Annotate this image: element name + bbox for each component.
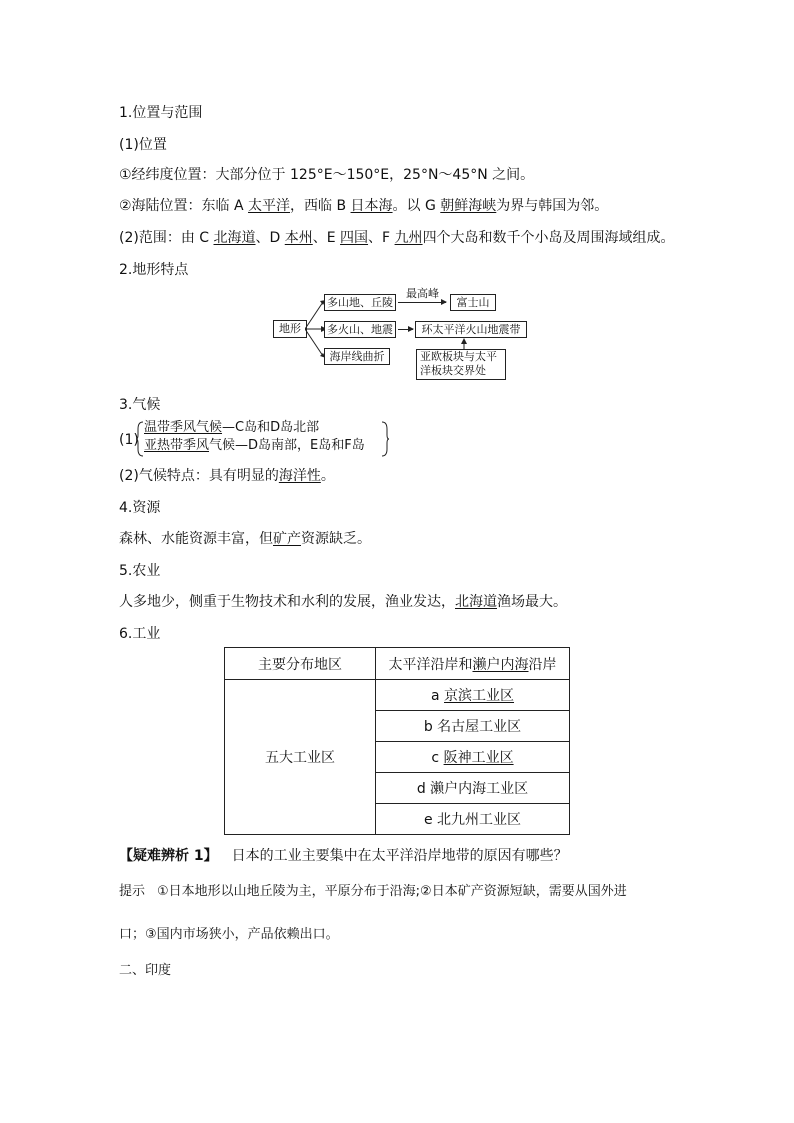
table-header-left: 主要分布地区: [225, 648, 376, 680]
section-1-sub1: (1)位置: [119, 137, 167, 153]
arrow-to-fuji: [398, 302, 446, 303]
left-brace: [136, 421, 144, 457]
diagram-branch-coastline: 海岸线曲折: [324, 348, 390, 365]
industry-table: [224, 647, 570, 835]
diagram-mount-fuji: 富士山: [450, 294, 496, 311]
table-row: [225, 680, 570, 711]
climate-sub1-prefix: (1): [119, 432, 139, 448]
section-6-title: 6.工业: [119, 626, 161, 642]
resources-text: 森林、水能资源丰富，但矿产资源缺乏。: [119, 531, 371, 547]
section-3-title: 3.气候: [119, 397, 161, 413]
section-1-title: 1.位置与范围: [119, 105, 203, 121]
analysis-answer-line2: 口；③国内市场狭小，产品依赖出口。: [119, 927, 339, 942]
sea-land-position: ②海陆位置：东临 A 太平洋，西临 B 日本海。以 G 朝鲜海峡为界与韩国为邻。: [119, 198, 609, 214]
table-row-cell: e 北九州工业区: [376, 804, 570, 835]
section-4-title: 4.资源: [119, 500, 161, 516]
table-left-cell: 五大工业区: [225, 680, 376, 835]
next-section-heading: 二、印度: [119, 963, 172, 978]
climate-feature: (2)气候特点：具有明显的海洋性。: [119, 468, 335, 484]
table-row-cell: d 濑户内海工业区: [376, 773, 570, 804]
highest-peak-label: 最高峰: [406, 287, 439, 300]
territory-range: (2)范围：由 C 北海道、D 本州、E 四国、F 九州四个大岛和数千个小岛及周围海域组成。: [119, 230, 675, 246]
table-row-cell: c 阪神工业区: [376, 742, 570, 773]
latlon-position: ①经纬度位置：大部分位于 125°E～150°E，25°N～45°N 之间。: [119, 167, 535, 183]
analysis-question: 【疑难辨析 1】 日本的工业主要集中在太平洋沿岸地带的原因有哪些？: [119, 848, 568, 864]
table-header-right: 太平洋沿岸和濑户内海沿岸: [376, 648, 570, 680]
agriculture-text: 人多地少，侧重于生物技术和水利的发展，渔业发达，北海道渔场最大。: [119, 594, 567, 610]
diagram-plate-boundary: 亚欧板块与太平 洋板块交界处: [416, 349, 506, 380]
table-row-cell: b 名古屋工业区: [376, 711, 570, 742]
diagram-root: 地形: [273, 320, 307, 338]
table-header-row: [225, 648, 570, 680]
section-5-title: 5.农业: [119, 563, 161, 579]
table-row-cell: a 京滨工业区: [376, 680, 570, 711]
analysis-answer-line1: 提示 ①日本地形以山地丘陵为主，平原分布于沿海;②日本矿产资源短缺，需要从国外进: [119, 884, 627, 899]
climate-type-2: 亚热带季风气候—D岛南部，E岛和F岛: [144, 438, 365, 453]
climate-type-1: 温带季风气候—C岛和D岛北部: [144, 420, 320, 435]
right-brace: [381, 421, 389, 457]
arrow-to-ring-of-fire: [398, 329, 413, 330]
diagram-branch-volcanoes: 多火山、地震: [324, 321, 396, 338]
section-2-title: 2.地形特点: [119, 262, 189, 278]
diagram-ring-of-fire: 环太平洋火山地震带: [415, 321, 527, 338]
diagram-branch-mountains: 多山地、丘陵: [324, 294, 396, 311]
